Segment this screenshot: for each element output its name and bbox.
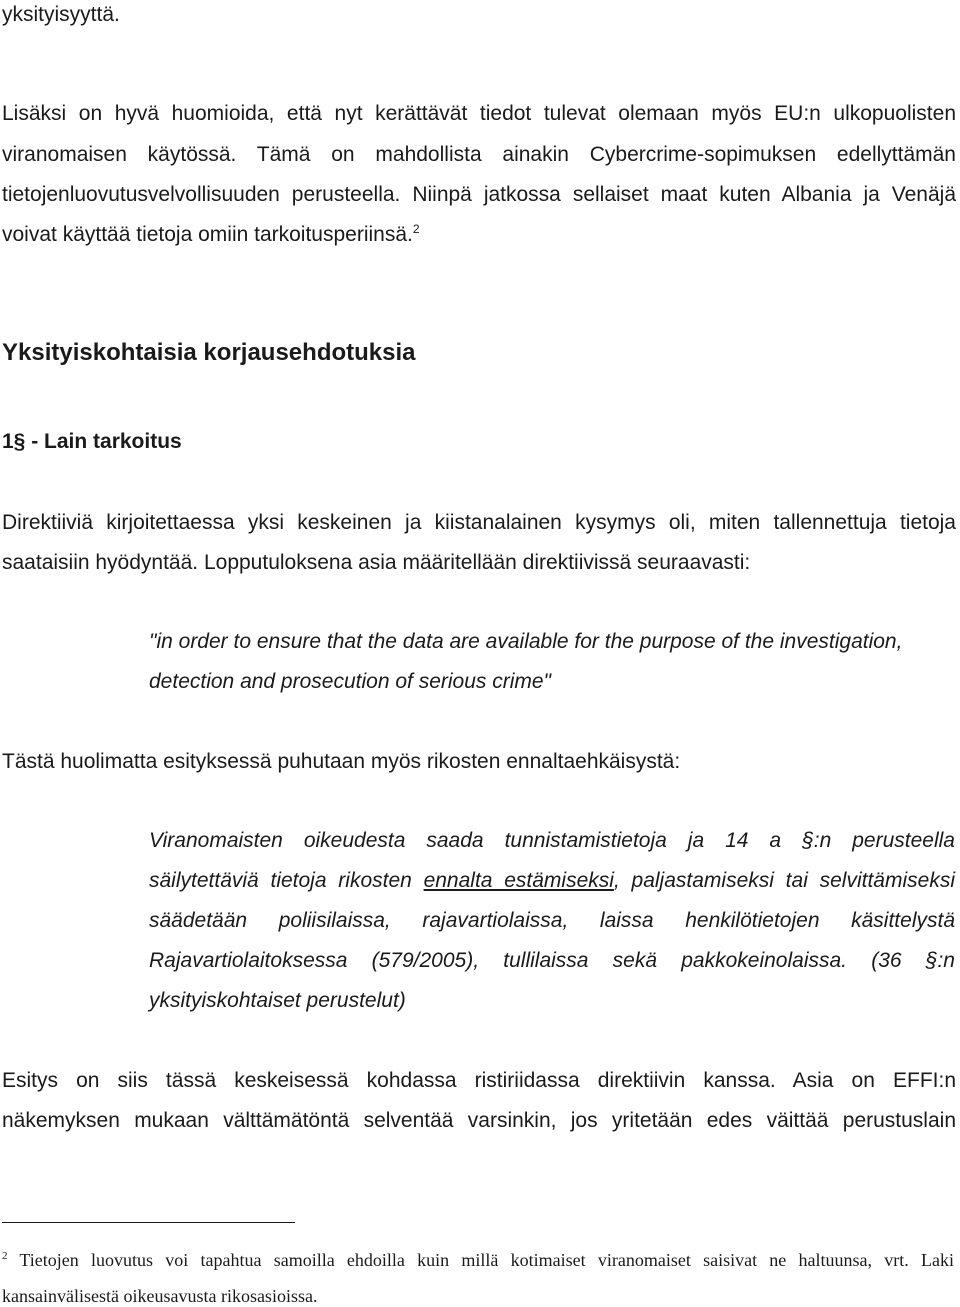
quote-line: Rajavartiolaitoksessa (579/2005), tullilaissa sekä pakkokeinolaissa. (36 §:n: [149, 949, 955, 972]
paragraph-line: Lisäksi on hyvä huomioida, että nyt kerättävät tiedot tulevat olemaan myös EU:n ulkopuolisten: [2, 102, 956, 125]
quote-line: Viranomaisten oikeudesta saada tunnistamistietoja ja 14 a §:n perusteella: [149, 829, 955, 852]
paragraph-line-text: voivat käyttää tietoja omiin tarkoitusperiinsä.: [2, 223, 413, 246]
section-heading: Yksityiskohtaisia korjausehdotuksia: [2, 339, 416, 366]
paragraph-line: viranomaisen käytössä. Tämä on mahdollista ainakin Cybercrime-sopimuksen edellyttämän: [2, 143, 956, 166]
footnote-text: Tietojen luovutus voi tapahtua samoilla ehdoilla kuin millä kotimaiset viranomaiset saisivat ne haltuunsa, vrt. Laki: [7, 1250, 954, 1270]
paragraph-line: saataisiin hyödyntää. Lopputuloksena asia määritellään direktiivissä seuraavasti:: [2, 551, 751, 574]
footnote-reference[interactable]: 2: [412, 222, 420, 236]
quote-line: detection and prosecution of serious crime": [149, 670, 552, 693]
paragraph-line: tietojenluovutusvelvollisuuden perusteella. Niinpä jatkossa sellaiset maat kuten Albania ja Venäjä: [2, 183, 956, 206]
footnote-line: [2, 1249, 954, 1271]
text-line: yksityisyyttä.: [2, 3, 120, 26]
quote-line: [149, 868, 955, 894]
underlined-phrase: ennalta estämiseksi: [423, 869, 614, 892]
paragraph-line: Esitys on siis tässä keskeisessä kohdassa ristiriidassa direktiivin kanssa. Asia on EFFI:n: [2, 1069, 956, 1092]
paragraph-line: Tästä huolimatta esityksessä puhutaan myös rikosten ennaltaehkäisystä:: [2, 750, 681, 773]
quote-text: säilytettäviä tietoja rikosten: [149, 869, 424, 892]
quote-line: yksityiskohtaiset perustelut): [149, 989, 406, 1012]
paragraph-line: [2, 222, 420, 248]
footnote-separator: [2, 1222, 295, 1223]
subsection-heading: 1§ - Lain tarkoitus: [2, 430, 182, 453]
paragraph-line: Direktiiviä kirjoitettaessa yksi keskeinen ja kiistanalainen kysymys oli, miten tallennettuja tietoja: [2, 511, 956, 534]
quote-line: "in order to ensure that the data are available for the purpose of the investigation,: [149, 630, 903, 653]
quote-text: , paljastamiseksi tai selvittämiseksi: [613, 869, 955, 892]
quote-line: säädetään poliisilaissa, rajavartiolaissa, laissa henkilötietojen käsittelystä: [149, 909, 955, 932]
footnote-number: 2: [2, 1250, 8, 1262]
paragraph-line: näkemyksen mukaan välttämätöntä selventää varsinkin, jos yritetään edes väittää perustuslain: [2, 1109, 956, 1132]
footnote-line: kansainvälisestä oikeusavusta rikosasioissa.: [2, 1286, 318, 1306]
